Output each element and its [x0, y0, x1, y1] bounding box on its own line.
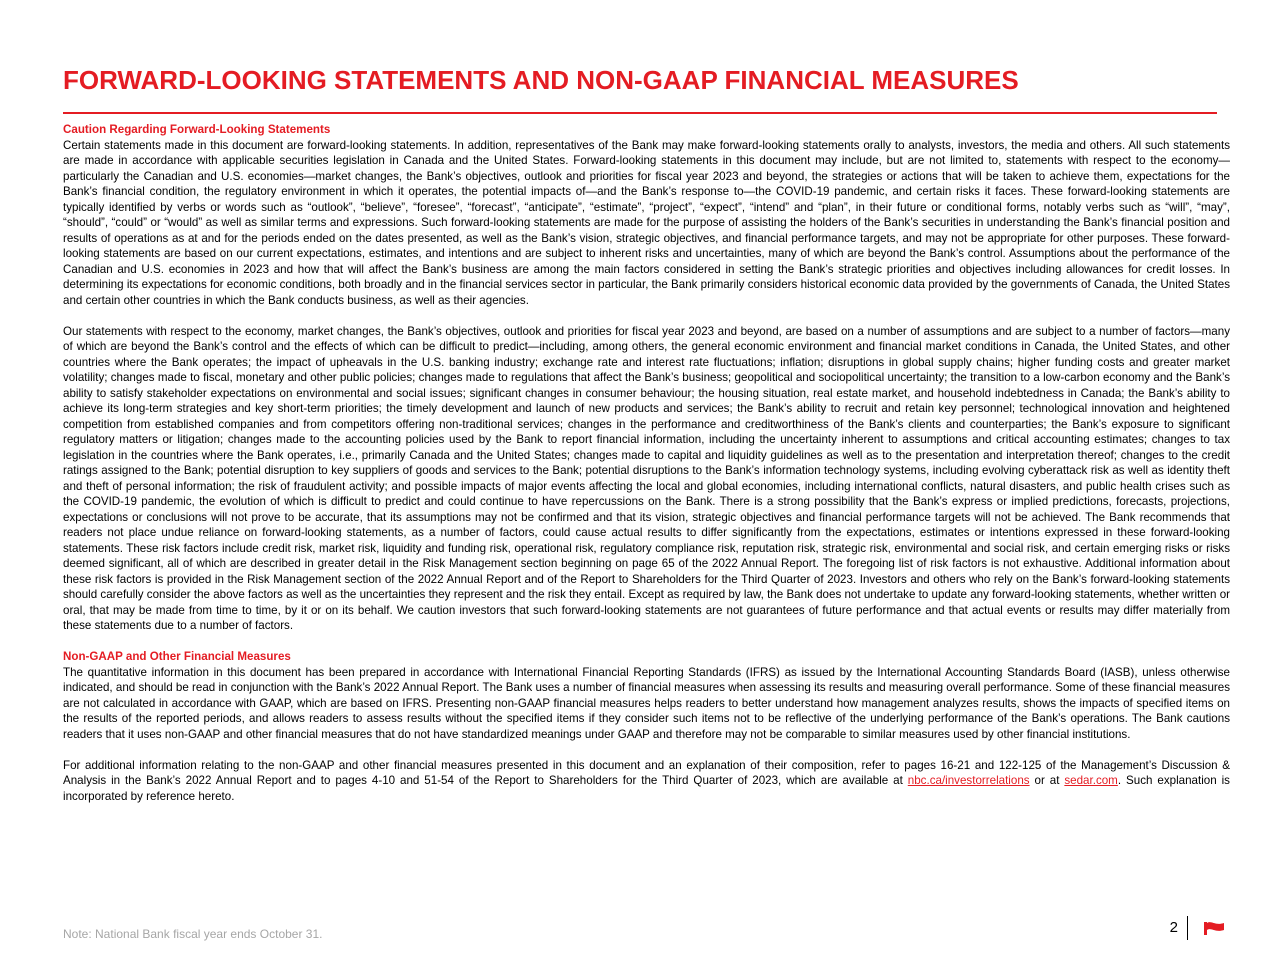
non-gaap-paragraph-2-end: . Such explanation is incorporated by reference hereto. [63, 774, 1230, 803]
national-bank-flag-icon [1203, 921, 1225, 936]
title-divider [63, 112, 1217, 114]
non-gaap-heading: Non-GAAP and Other Financial Measures [63, 650, 291, 663]
forward-looking-paragraph-1: Certain statements made in this document are forward-looking statements. In addition, representatives of the Bank may make forward-looking statements orally to analysts, investors, the media and others. All such statements are made in accordance with applicable securities legislation in Canada and the United States. Forward-looking statements in this document may include, but are not limited to, statements with respect to the economy—particularly the Canadian and U.S. economies—market changes, the Bank’s objectives, outlook and priorities for fiscal year 2023 and beyond, the strategies or actions that will be taken to achieve them, expectations for the Bank’s financial condition, the regulatory environment in which it operates, the potential impacts of—and the Bank’s response to—the COVID-19 pandemic, and certain risks it faces. These forward-looking statements are typically identified by verbs or words such as “outlook”, “believe”, “foresee”, “forecast”, “anticipate”, “estimate”, “project”, “expect”, “intend” and “plan”, in their future or conditional forms, notably verbs such as “will”, “may”, “should”, “could” or “would” as well as similar terms and expressions. Such forward-looking statements are made for the purpose of assisting the holders of the Bank’s securities in understanding the Bank’s financial position and results of operations as at and for the periods ended on the dates presented, as well as the Bank’s vision, strategic objectives, and financial performance targets, and may not be appropriate for other purposes. These forward-looking statements are based on our current expectations, estimates, and intentions and are subject to inherent risks and uncertainties, many of which are beyond the Bank’s control. Assumptions about the performance of the Canadian and U.S. economies in 2023 and how that will affect the Bank’s business are among the main factors considered in setting the Bank’s strategic priorities and objectives including allowances for credit losses. In determining its expectations for economic conditions, both broadly and in the financial services sector in particular, the Bank primarily considers historical economic data provided by the governments of Canada, the United States and certain other countries in which the Bank conducts business, as well as their agencies. [63, 138, 1230, 307]
non-gaap-paragraph-1: The quantitative information in this document has been prepared in accordance with International Financial Reporting Standards (IFRS) as issued by the International Accounting Standards Board (IASB), unless otherwise indicated, and should be read in conjunction with the Bank’s 2022 Annual Report. The Bank uses a number of financial measures when assessing its results and measuring overall performance. Some of these financial measures are not calculated in accordance with GAAP, which are based on IFRS. Presenting non-GAAP financial measures helps readers to better understand how management analyzes results, shows the impacts of specified items on the results of the reported periods, and allows readers to assess results without the specified items if they consider such items not to be reflective of the underlying performance of the Bank’s operations. The Bank cautions readers that it uses non-GAAP and other financial measures that do not have standardized meanings under GAAP and therefore may not be comparable to similar measures used by other financial institutions. [63, 665, 1230, 741]
footer-divider [1187, 916, 1188, 940]
fiscal-year-footnote: Note: National Bank fiscal year ends October 31. [63, 927, 323, 941]
forward-looking-heading: Caution Regarding Forward-Looking Statements [63, 123, 331, 136]
investor-relations-link[interactable]: nbc.ca/investorrelations [907, 774, 1030, 787]
forward-looking-paragraph-2: Our statements with respect to the economy, market changes, the Bank’s objectives, outlook and priorities for fiscal year 2023 and beyond, are based on a number of assumptions and are subject to a number of factors—many of which are beyond the Bank’s control and the effects of which can be difficult to predict—including, among others, the general economic environment and financial market conditions in Canada, the United States, and other countries where the Bank operates; the impact of upheavals in the U.S. banking industry; exchange rate and interest rate fluctuations; inflation; disruptions in global supply chains; higher funding costs and greater market volatility; changes made to fiscal, monetary and other public policies; changes made to regulations that affect the Bank’s business; geopolitical and sociopolitical uncertainty; the transition to a low-carbon economy and the Bank’s ability to satisfy stakeholder expectations on environmental and social issues; significant changes in consumer behaviour; the housing situation, real estate market, and household indebtedness in Canada; the Bank’s ability to achieve its long-term strategies and key short-term priorities; the timely development and launch of new products and services; the Bank’s ability to recruit and retain key personnel; technological innovation and heightened competition from established companies and from competitors offering non-traditional services; changes in the performance and creditworthiness of the Bank’s clients and counterparties; the Bank’s exposure to significant regulatory matters or litigation; changes made to the accounting policies used by the Bank to report financial information, including the uncertainty inherent to assumptions and critical accounting estimates; changes to tax legislation in the countries where the Bank operates, i.e., primarily Canada and the United States; changes made to capital and liquidity guidelines as well as to the presentation and interpretation thereof; changes to the credit ratings assigned to the Bank; potential disruption to key suppliers of goods and services to the Bank; potential disruptions to the Bank’s information technology systems, including evolving cyberattack risk as well as identity theft and theft of personal information; the risk of fraudulent activity; and possible impacts of major events affecting the local and global economies, including international conflicts, natural disasters, and public health crises such as the COVID-19 pandemic, the evolution of which is difficult to predict and could continue to have repercussions on the Bank. There is a strong possibility that the Bank’s express or implied predictions, forecasts, projections, expectations or conclusions will not prove to be accurate, that its assumptions may not be confirmed and that its vision, strategic objectives and financial performance targets will not be achieved. The Bank recommends that readers not place undue reliance on forward-looking statements, as a number of factors, could cause actual results to differ significantly from the expectations, estimates or intentions expressed in these forward-looking statements. These risk factors include credit risk, market risk, liquidity and funding risk, operational risk, regulatory compliance risk, reputation risk, strategic risk, environmental and social risk, and certain emerging risks or risks deemed significant, all of which are described in greater detail in the Risk Management section beginning on page 65 of the 2022 Annual Report. The foregoing list of risk factors is not exhaustive. Additional information about these risk factors is provided in the Risk Management section of the 2022 Annual Report and of the Report to Shareholders for the Third Quarter of 2023. Investors and others who rely on the Bank’s forward-looking statements should carefully consider the above factors as well as the uncertainties they represent and the risk they entail. Except as required by law, the Bank does not undertake to update any forward-looking statements, whether written or oral, that may be made from time to time, by it or on its behalf. We caution investors that such forward-looking statements are not guarantees of future performance and that actual events or results may differ materially from these statements due to a number of factors. [63, 324, 1230, 632]
paragraph-spacer [63, 742, 1230, 758]
non-gaap-paragraph-2 [63, 758, 1230, 805]
non-gaap-paragraph-2-text: For additional information relating to the non-GAAP and other financial measures presented in this document and an explanation of their composition, refer to pages 16-21 and 122-125 of the Management’s Discussion & Analysis in the Bank’s 2022 Annual Report and to pages 4-10 and 51-54 of the Report to Shareholders for the Third Quarter of 2023, which are available at [63, 758, 1230, 787]
page-title: FORWARD-LOOKING STATEMENTS AND NON-GAAP FINANCIAL MEASURES [63, 65, 1019, 95]
paragraph-spacer [63, 308, 1230, 324]
content-body [63, 122, 1230, 804]
page-number: 2 [1169, 919, 1178, 936]
or-at-text: or at [1029, 774, 1065, 787]
sedar-link[interactable]: sedar.com [1064, 774, 1118, 787]
section-spacer [63, 634, 1230, 650]
